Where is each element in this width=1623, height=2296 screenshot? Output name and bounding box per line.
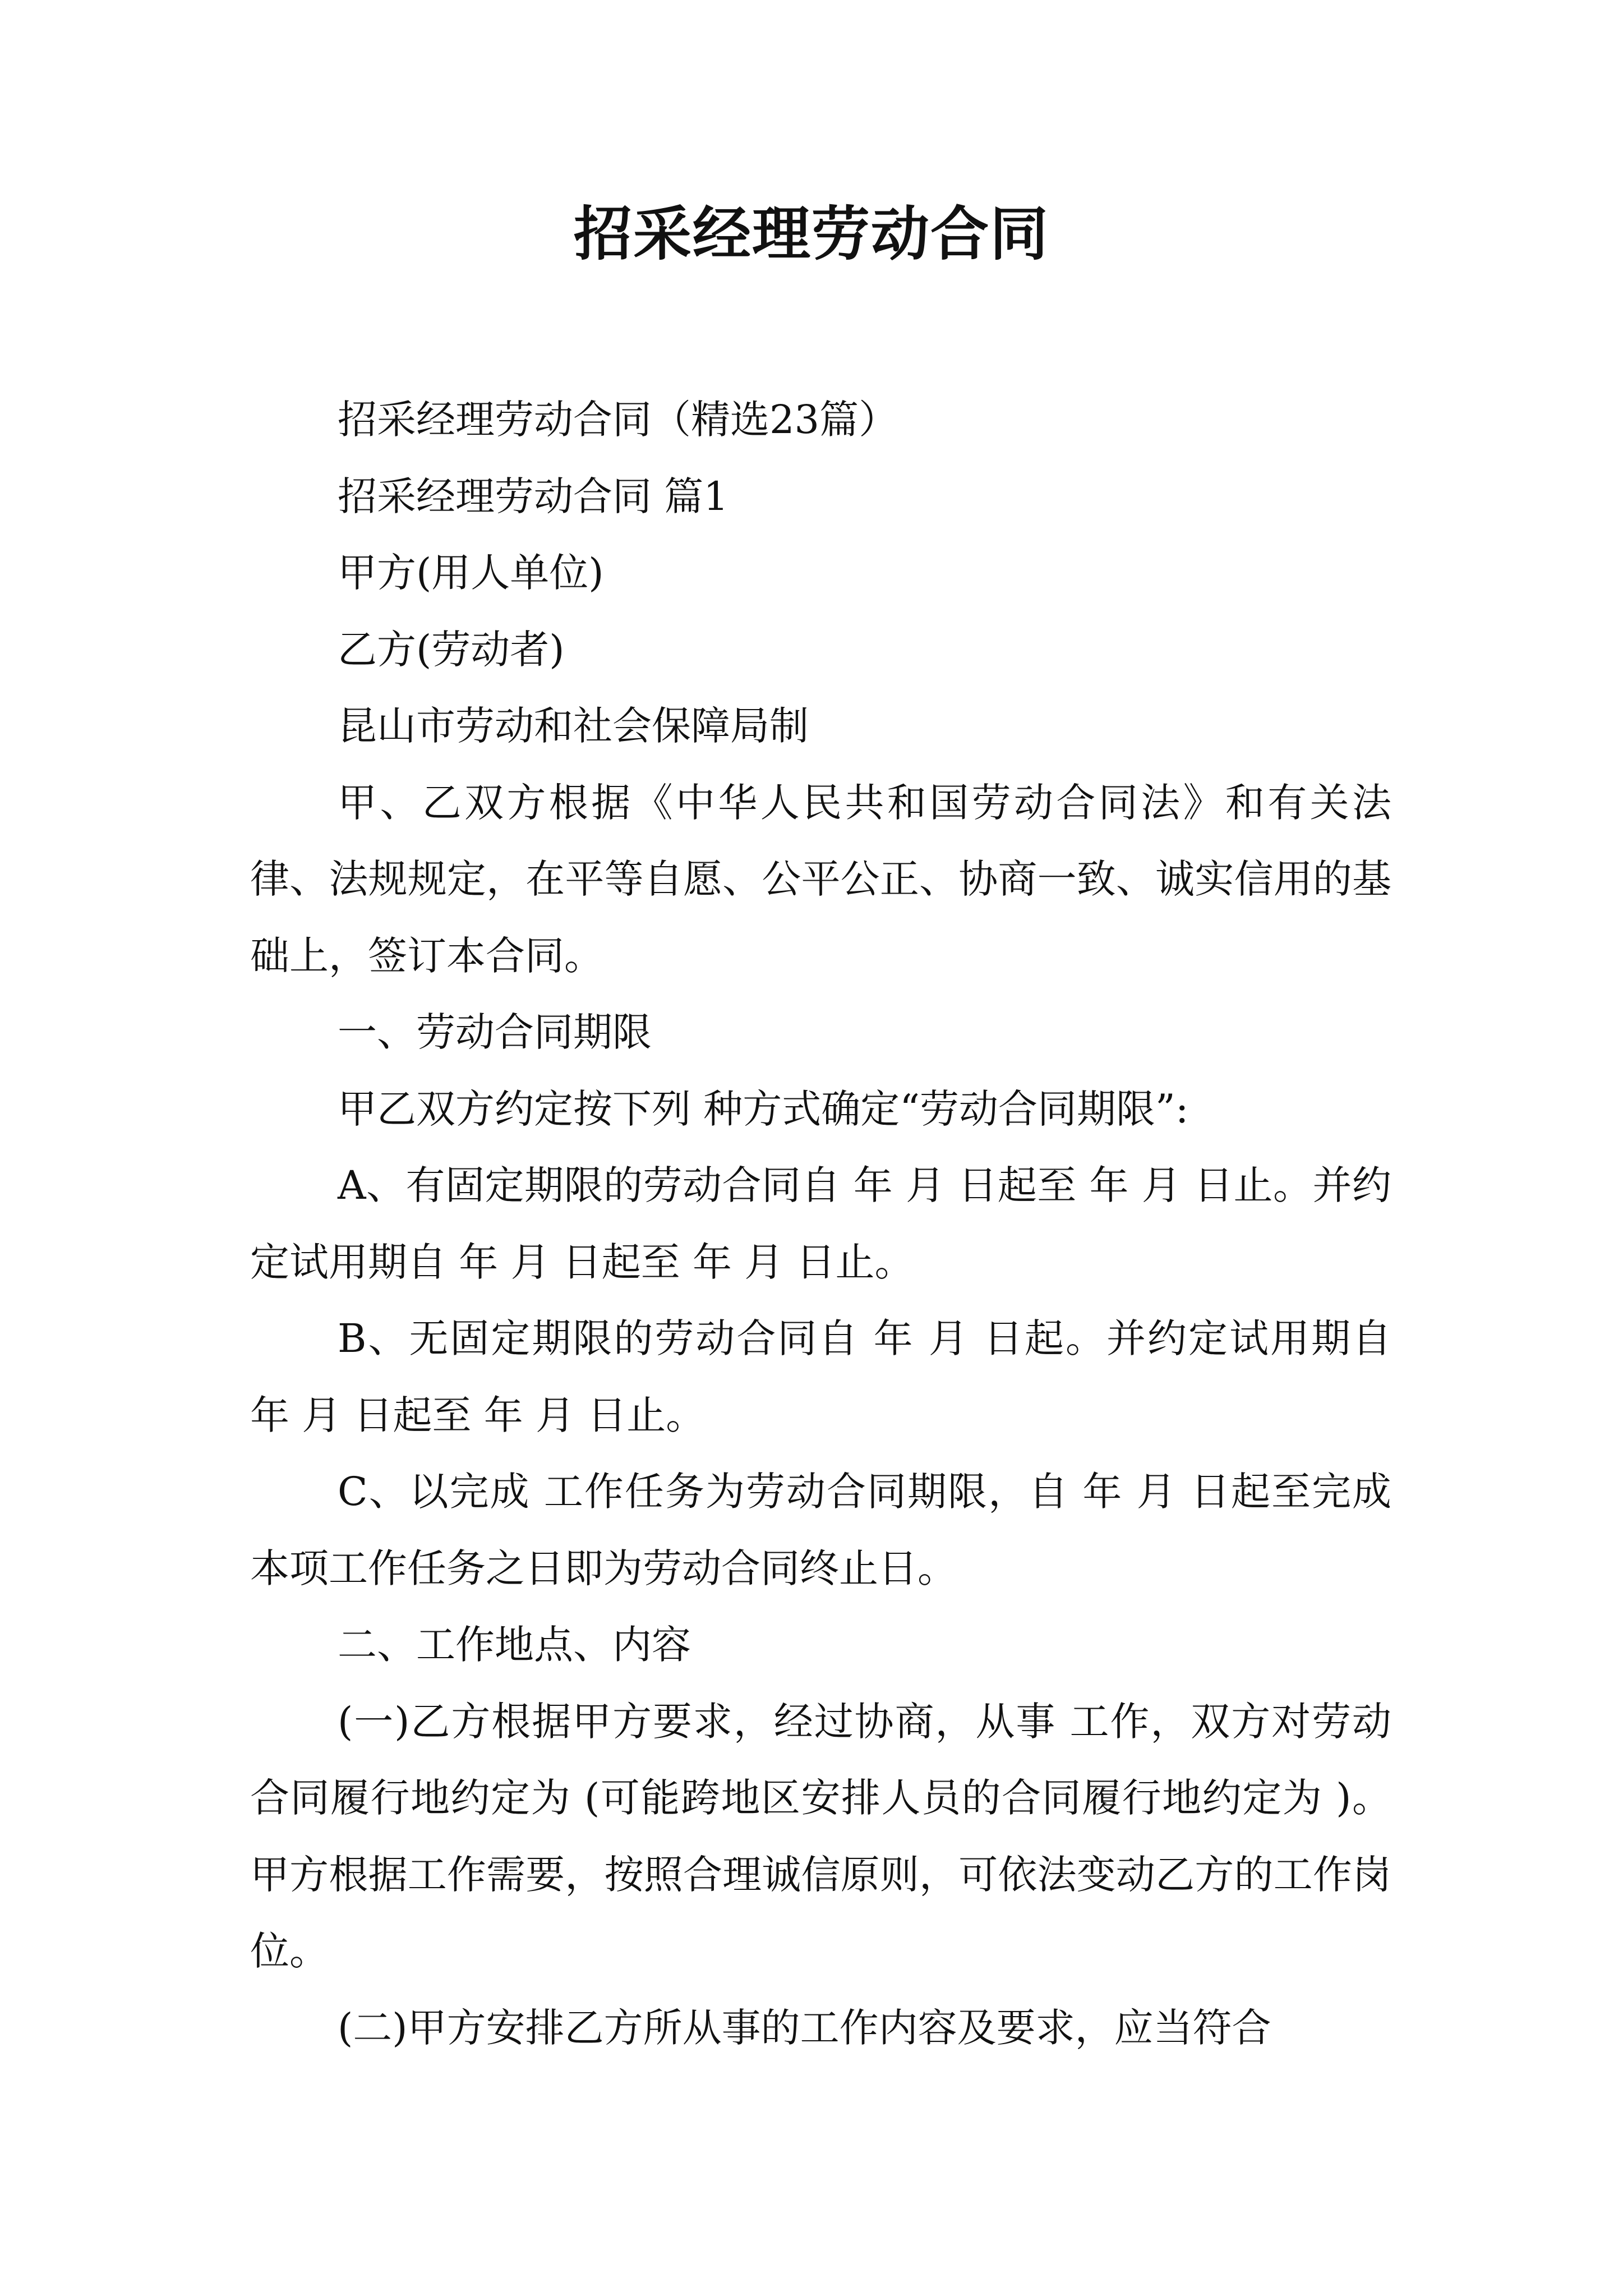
paragraph-work-clause-2: (二)甲方安排乙方所从事的工作内容及要求，应当符合 [338,2004,1271,2051]
paragraph-term-option-a: A、有固定期限的劳动合同自 年 月 日起至 年 月 日止。并约定试用期自 年 月 日起至 年 月 日止。 [250,1162,1391,1285]
paragraph-term-option-c: C、以完成 工作任务为劳动合同期限，自 年 月 日起至完成本项工作任务之日即为劳动合同终止日。 [250,1469,1391,1591]
paragraph-heading-work-location: 二、工作地点、内容 [338,1622,691,1668]
paragraph-term-option-b: B、无固定期限的劳动合同自 年 月 日起。并约定试用期自 年 月 日起至 年 月 日止。 [250,1315,1391,1438]
paragraph-issuer: 昆山市劳动和社会保障局制 [338,703,809,749]
paragraph-preamble: 甲、乙双方根据《中华人民共和国劳动合同法》和有关法律、法规规定，在平等自愿、公平公正、协商一致、诚实信用的基础上，签订本合同。 [250,779,1391,979]
document-body [250,381,1391,2066]
paragraph-heading-contract-term: 一、劳动合同期限 [338,1009,652,1055]
paragraph-collection-title: 招采经理劳动合同（精选23篇） [338,397,898,443]
paragraph-party-a: 甲方(用人单位) [338,550,604,596]
paragraph-party-b: 乙方(劳动者) [338,626,565,673]
paragraph-section-heading: 招采经理劳动合同 篇1 [338,473,728,519]
paragraph-term-method: 甲乙双方约定按下列 种方式确定“劳动合同期限”: [338,1085,1189,1132]
document-title: 招采经理劳动合同 [573,199,1049,268]
paragraph-work-clause-1: (一)乙方根据甲方要求，经过协商，从事 工作，双方对劳动合同履行地约定为 (可能跨地区安排人员的合同履行地约定为 )。甲方根据工作需要，按照合理诚信原则，可依法变动乙方的工作岗位。 [250,1698,1391,1974]
